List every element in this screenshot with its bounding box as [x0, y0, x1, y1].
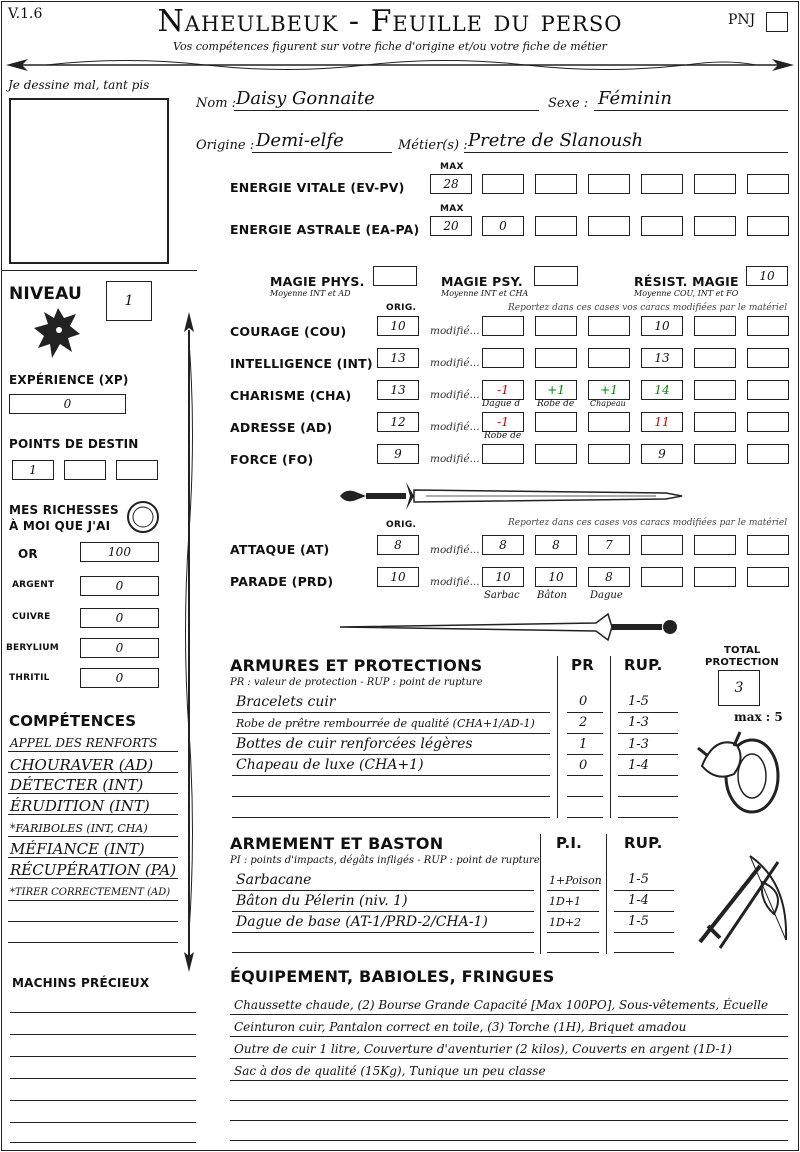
combat-cell[interactable] [747, 535, 789, 555]
sheet-title: Naheulbeuk - Feuille du perso [157, 4, 623, 39]
equipement-underline [230, 1140, 788, 1141]
equipement-underline [230, 1120, 788, 1121]
combat-cell[interactable]: 10 [535, 567, 577, 587]
stat-cell[interactable] [482, 316, 524, 336]
combat-cell[interactable]: 8 [588, 567, 630, 587]
competence-underline [8, 942, 178, 943]
combat-cell[interactable] [641, 567, 683, 587]
magie-phys-box[interactable] [373, 266, 417, 286]
ea-box-1[interactable]: 0 [482, 216, 524, 236]
ea-box-6[interactable] [747, 216, 789, 236]
competence-item: CHOURAVER (AD) [10, 756, 154, 774]
armure-name: Bottes de cuir renforcées légères [236, 736, 473, 752]
machins-line [10, 1122, 196, 1123]
equipement-underline [230, 1080, 788, 1081]
cha-note: Dague d [482, 399, 521, 409]
armure-line [618, 775, 678, 776]
machins-line [10, 1056, 196, 1057]
at-orig[interactable]: 8 [377, 535, 419, 555]
portrait-box[interactable] [9, 98, 169, 264]
combat-cell[interactable]: 8 [535, 535, 577, 555]
competence-item: MÉFIANCE (INT) [10, 840, 145, 858]
armure-rup: 1-3 [628, 715, 649, 730]
competence-item: *TIRER CORRECTEMENT (AD) [10, 887, 171, 898]
thritil-box[interactable]: 0 [80, 668, 159, 688]
berylium-box[interactable]: 0 [80, 638, 159, 658]
richesses-label-1: MES RICHESSES [9, 503, 119, 517]
ev-max-label: MAX [440, 162, 464, 172]
competence-item: DÉTECTER (INT) [10, 776, 144, 794]
stat-cell[interactable] [588, 348, 630, 368]
armure-pr: 2 [579, 715, 588, 730]
pnj-label: PNJ [728, 12, 756, 28]
stat-cell[interactable] [535, 444, 577, 464]
stat-modif-label: modifié... [430, 389, 480, 401]
machins-line [10, 1034, 196, 1035]
machins-line [10, 1012, 196, 1013]
armure-line [232, 817, 550, 818]
metier-underline [464, 152, 788, 153]
stat-orig-fo[interactable]: 9 [377, 444, 419, 464]
combat-cell[interactable]: 7 [588, 535, 630, 555]
total-protection-label: TOTAL [724, 645, 761, 656]
stat-cell[interactable]: +1 [535, 380, 577, 400]
total-protection-label: PROTECTION [705, 657, 779, 668]
combat-note-col: Sarbac [484, 590, 520, 601]
sword-icon [336, 478, 686, 514]
stat-label-cha: CHARISME (CHA) [230, 388, 352, 403]
armure-pr: 0 [579, 694, 588, 709]
stats-note: Reportez dans ces cases vos caracs modifiées par le matériel [508, 303, 788, 313]
stat-cell[interactable] [535, 348, 577, 368]
competence-item: APPEL DES RENFORTS [10, 736, 158, 750]
ea-label: ENERGIE ASTRALE (EA-PA) [230, 222, 420, 237]
combat-cell[interactable] [641, 535, 683, 555]
armement-title: ARMEMENT ET BASTON [230, 834, 444, 853]
stat-cell[interactable]: 9 [641, 444, 683, 464]
armure-line [232, 754, 550, 755]
stat-cell[interactable] [482, 348, 524, 368]
niveau-box[interactable]: 1 [106, 281, 152, 321]
ea-max-box[interactable]: 20 [430, 216, 472, 236]
armure-rup: 1-5 [628, 694, 649, 709]
combat-cell[interactable] [747, 567, 789, 587]
arme-rup: 1-5 [628, 872, 649, 887]
combat-orig-label: ORIG. [386, 520, 417, 530]
stat-modif-label: modifié... [430, 325, 480, 337]
richesses-label-2: À MOI QUE J'AI [9, 519, 111, 533]
destin-box-3[interactable] [116, 460, 158, 480]
stat-label-int: INTELLIGENCE (INT) [230, 356, 373, 371]
ea-box-5[interactable] [694, 216, 736, 236]
combat-cell[interactable]: 8 [482, 535, 524, 555]
sexe-label: Sexe : [548, 96, 589, 111]
stat-cell[interactable] [747, 380, 789, 400]
cuivre-box[interactable]: 0 [80, 608, 159, 628]
armure-name: Chapeau de luxe (CHA+1) [236, 757, 424, 773]
armure-rup: 1-3 [628, 737, 649, 752]
ev-box-5[interactable] [694, 174, 736, 194]
arme-line [232, 911, 534, 912]
stat-cell[interactable] [588, 444, 630, 464]
magie-psy-sub: Moyenne INT et CHA [441, 289, 529, 298]
cha-note: Chapeau [590, 399, 626, 408]
armure-line [567, 796, 603, 797]
armure-line [567, 712, 603, 713]
berylium-label: BERYLIUM [6, 643, 59, 653]
ev-box-6[interactable] [747, 174, 789, 194]
argent-label: ARGENT [12, 580, 55, 590]
armures-col-rup: RUP. [624, 656, 663, 674]
machins-title: MACHINS PRÉCIEUX [12, 976, 150, 990]
stat-cell[interactable] [747, 412, 789, 432]
coin-icon [126, 500, 160, 534]
stat-cell[interactable] [747, 316, 789, 336]
ev-max-box[interactable]: 28 [430, 174, 472, 194]
armure-pr: 1 [579, 737, 588, 752]
xp-box[interactable]: 0 [9, 394, 126, 414]
argent-box[interactable]: 0 [80, 576, 159, 596]
stat-cell[interactable] [588, 316, 630, 336]
ea-box-4[interactable] [641, 216, 683, 236]
resist-magie-label: RÉSIST. MAGIE [634, 274, 739, 289]
arme-name: Sarbacane [236, 872, 312, 888]
equipement-underline [230, 1014, 788, 1015]
arme-line [232, 890, 534, 891]
nom-value[interactable]: Daisy Gonnaite [236, 88, 375, 109]
armure-name: Bracelets cuir [236, 694, 336, 710]
stat-cell[interactable] [747, 444, 789, 464]
destin-box-1[interactable]: 1 [12, 460, 54, 480]
stat-cell[interactable]: -1 [482, 380, 524, 400]
magie-phys-sub: Moyenne INT et AD [270, 289, 351, 298]
armures-sub: PR : valeur de protection - RUP : point de rupture [230, 677, 483, 688]
competence-item: *FARIBOLES (INT, CHA) [10, 822, 148, 835]
prd-label: PARADE (PRD) [230, 574, 334, 589]
ea-max-label: MAX [440, 204, 464, 214]
armures-title: ARMURES ET PROTECTIONS [230, 656, 483, 675]
stat-orig-int[interactable]: 13 [377, 348, 419, 368]
left-column-divider [1, 270, 197, 271]
arme-line [547, 890, 599, 891]
stat-orig-cou[interactable]: 10 [377, 316, 419, 336]
at-label: ATTAQUE (AT) [230, 542, 330, 557]
ev-box-1[interactable] [482, 174, 524, 194]
combat-note-col: Dague [590, 590, 623, 601]
armure-line [618, 754, 678, 755]
arme-rup: 1-5 [628, 914, 649, 929]
armures-col-pr: PR [571, 656, 594, 674]
max-protection-label: max : 5 [734, 710, 783, 724]
weapons-icon [690, 852, 790, 954]
stat-cell[interactable] [482, 444, 524, 464]
helmet-shield-icon [694, 726, 782, 816]
stat-cell[interactable] [694, 316, 736, 336]
sheet-subtitle: Vos compétences figurent sur votre fiche d'origine et/ou votre fiche de métier [173, 40, 607, 53]
stat-label-ad: ADRESSE (AD) [230, 420, 333, 435]
ev-box-3[interactable] [588, 174, 630, 194]
stat-cell[interactable] [694, 444, 736, 464]
arme-pi: 1+Poison [549, 874, 602, 887]
arme-line [232, 952, 534, 953]
ev-box-2[interactable] [535, 174, 577, 194]
destin-label: POINTS DE DESTIN [9, 437, 139, 451]
armure-line [232, 796, 550, 797]
machins-line [10, 1100, 196, 1101]
stat-cell[interactable]: 14 [641, 380, 683, 400]
armure-line [618, 796, 678, 797]
armures-col-divider [610, 656, 611, 818]
version-label: V.1.6 [8, 6, 43, 22]
armure-line [232, 733, 550, 734]
ea-box-2[interactable] [535, 216, 577, 236]
portrait-caption: Je dessine mal, tant pis [8, 78, 150, 92]
armure-line [232, 775, 550, 776]
resist-magie-sub: Moyenne COU, INT et FO [634, 289, 739, 298]
stat-cell[interactable]: +1 [588, 380, 630, 400]
or-label: OR [18, 547, 38, 561]
arme-line [614, 952, 674, 953]
stat-cell[interactable]: 10 [641, 316, 683, 336]
combat-note-col: Bâton [537, 590, 567, 601]
vertical-spear-icon [180, 312, 198, 972]
stat-cell[interactable] [694, 348, 736, 368]
equipement-line: Ceinturon cuir, Pantalon correct en toile, (3) Torche (1H), Briquet amadou [234, 1020, 687, 1034]
resist-magie-box[interactable]: 10 [746, 266, 788, 286]
ea-box-3[interactable] [588, 216, 630, 236]
stat-orig-cha[interactable]: 13 [377, 380, 419, 400]
magie-psy-label: MAGIE PSY. [441, 274, 523, 289]
combat-note: Reportez dans ces cases vos caracs modifiées par le matériel [508, 518, 788, 528]
arme-line [547, 952, 599, 953]
sexe-underline [594, 110, 788, 111]
stat-modif-label: modifié... [430, 357, 480, 369]
arme-line [614, 890, 674, 891]
equipement-title: ÉQUIPEMENT, BABIOLES, FRINGUES [230, 967, 555, 986]
nom-label: Nom : [196, 96, 237, 111]
metier-label: Métier(s) : [398, 138, 468, 153]
nom-underline [234, 110, 539, 111]
stat-cell[interactable] [535, 316, 577, 336]
competence-underline [8, 772, 178, 773]
combat-modif-label: modifié... [430, 576, 480, 588]
pnj-checkbox[interactable] [766, 12, 788, 32]
armement-col-pi: P.I. [556, 834, 583, 852]
equipement-line: Outre de cuir 1 litre, Couverture d'aventurier (2 kilos), Couverts en argent (1D-1) [234, 1042, 732, 1056]
armement-col-rup: RUP. [624, 834, 663, 852]
armure-line [567, 817, 603, 818]
destin-box-2[interactable] [64, 460, 106, 480]
armure-line [567, 733, 603, 734]
competence-underline [8, 857, 178, 858]
stats-orig-label: ORIG. [386, 303, 417, 313]
armure-rup: 1-4 [628, 758, 649, 773]
equipement-underline [230, 1036, 788, 1037]
armure-line [567, 775, 603, 776]
prd-orig[interactable]: 10 [377, 567, 419, 587]
competence-underline [8, 921, 178, 922]
equipement-line: Sac à dos de qualité (15Kg), Tunique un peu classe [234, 1064, 546, 1078]
armure-line [567, 754, 603, 755]
equipement-underline [230, 1058, 788, 1059]
arme-line [614, 911, 674, 912]
competence-item: ÉRUDITION (INT) [10, 797, 150, 815]
machins-line [10, 1078, 196, 1079]
armure-line [618, 712, 678, 713]
armement-col-divider [606, 834, 607, 954]
arme-line [614, 932, 674, 933]
total-protection-box[interactable]: 3 [718, 670, 760, 706]
cha-note: Robe de [537, 399, 575, 409]
ev-box-4[interactable] [641, 174, 683, 194]
dragon-icon [32, 304, 84, 362]
sexe-value[interactable]: Féminin [598, 88, 672, 109]
competence-underline [8, 751, 178, 752]
origine-label: Origine : [196, 138, 255, 153]
arme-name: Bâton du Pélerin (niv. 1) [236, 893, 408, 909]
ev-label: ENERGIE VITALE (EV-PV) [230, 180, 405, 195]
origine-value[interactable]: Demi-elfe [256, 130, 344, 151]
combat-modif-label: modifié... [430, 544, 480, 556]
spear-divider-icon [6, 54, 794, 76]
stat-label-cou: COURAGE (COU) [230, 324, 347, 339]
arme-pi: 1D+2 [549, 916, 582, 929]
competence-underline [8, 793, 178, 794]
arme-line [232, 932, 534, 933]
cuivre-label: CUIVRE [12, 612, 51, 622]
combat-cell[interactable] [694, 535, 736, 555]
equipement-underline [230, 1100, 788, 1101]
stat-cell[interactable] [535, 412, 577, 432]
armement-col-divider [540, 834, 541, 954]
armure-pr: 0 [579, 758, 588, 773]
arme-pi: 1D+1 [549, 895, 582, 908]
arme-line [547, 911, 599, 912]
arme-rup: 1-4 [628, 893, 649, 908]
stat-cell[interactable]: 11 [641, 412, 683, 432]
competence-underline [8, 900, 178, 901]
competence-item: RÉCUPÉRATION (PA) [10, 861, 177, 879]
armement-sub: PI : points d'impacts, dégâts infligés - RUP : point de rupture [230, 855, 540, 866]
stat-cell[interactable] [694, 412, 736, 432]
magie-phys-label: MAGIE PHYS. [270, 274, 365, 289]
magie-psy-box[interactable] [534, 266, 578, 286]
stat-label-fo: FORCE (FO) [230, 452, 314, 467]
stat-modif-label: modifié... [430, 421, 480, 433]
stat-cell[interactable] [747, 348, 789, 368]
competence-underline [8, 878, 178, 879]
armure-name: Robe de prêtre rembourrée de qualité (CHA+1/AD-1) [236, 717, 535, 730]
thritil-label: THRITIL [9, 673, 50, 683]
arme-name: Dague de base (AT-1/PRD-2/CHA-1) [236, 914, 488, 930]
arme-line [547, 932, 599, 933]
stat-orig-ad[interactable]: 12 [377, 412, 419, 432]
equipement-line: Chaussette chaude, (2) Bourse Grande Capacité [Max 100PO], Sous-vêtements, Écuelle [234, 998, 769, 1012]
stat-cell[interactable] [694, 380, 736, 400]
combat-cell[interactable]: 10 [482, 567, 524, 587]
armure-line [618, 733, 678, 734]
competence-underline [8, 836, 178, 837]
stat-modif-label: modifié... [430, 453, 480, 465]
xp-label: EXPÉRIENCE (XP) [9, 373, 129, 387]
competence-underline [8, 814, 178, 815]
armures-col-divider [557, 656, 558, 818]
stat-cell[interactable]: -1 [482, 412, 524, 432]
or-box[interactable]: 100 [80, 542, 159, 562]
metier-value[interactable]: Pretre de Slanoush [468, 130, 644, 151]
stat-cell[interactable]: 13 [641, 348, 683, 368]
armure-line [618, 817, 678, 818]
stat-cell[interactable] [588, 412, 630, 432]
combat-cell[interactable] [694, 567, 736, 587]
niveau-label: NIVEAU [9, 284, 82, 304]
ad-note: Robe de [484, 431, 522, 441]
machins-line [10, 1142, 196, 1143]
sword-icon [336, 610, 686, 644]
competences-title: COMPÉTENCES [9, 712, 137, 730]
origine-underline [252, 152, 392, 153]
armure-line [232, 712, 550, 713]
